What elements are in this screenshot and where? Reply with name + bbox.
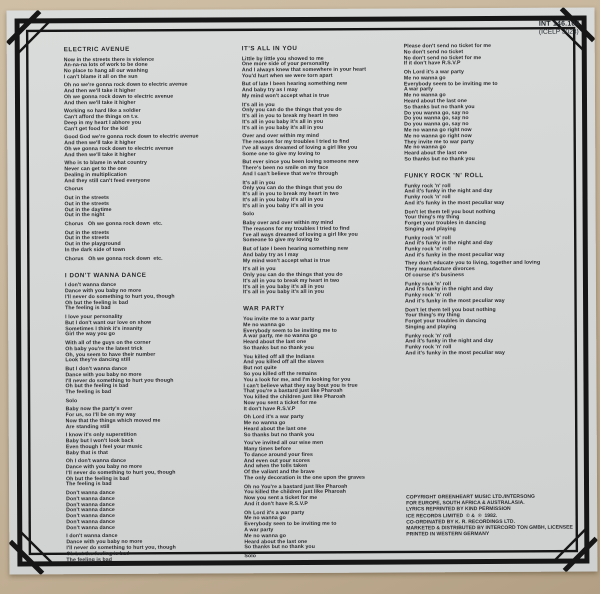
copyright-block (406, 494, 598, 558)
lyric-line: Heard about the last one (243, 425, 307, 433)
lyric-line: You killed off all the Indians (243, 353, 315, 360)
stanza (404, 43, 596, 67)
lyric-line: It's all in you baby it's all in you (242, 202, 324, 210)
lyric-line: Baby that is that (65, 449, 108, 456)
lyric-line: Solo (244, 553, 257, 560)
lyric-line: And then we'll take it higher (63, 99, 136, 107)
lyric-line: And you killed off all the slaves (243, 359, 324, 366)
lyric-line: Now that the things which moved me (65, 417, 161, 425)
lyric-line: And it don't have R.S.V.P (244, 501, 308, 508)
lyrics-column-left (64, 45, 241, 562)
lyric-line: Oh we gonna rock down to electric avenue (63, 93, 174, 101)
lyric-line: Singing and playing (405, 324, 457, 331)
stanza (65, 314, 239, 338)
lyric-line: Your thing's my thing (405, 312, 460, 319)
lyric-line: Dance with you baby no more (64, 287, 142, 295)
lyric-line: Funky rock 'n' roll (404, 280, 452, 288)
lyric-line: Funky rock 'n' roll (404, 194, 451, 201)
lyric-line: But of late I been hearing something new (242, 245, 348, 253)
lyric-line: I've all ways dreamed of loving a girl like you (242, 144, 358, 152)
lyric-line: But I don't wanna dance (65, 365, 128, 373)
lyric-line: Funky rock 'n' roll (404, 246, 451, 253)
lyric-line: They don't educate you to living, together and loving (404, 260, 541, 267)
lyric-line: Funky rock 'n' roll (404, 234, 451, 241)
lyric-line: There's been no smile on my face (242, 165, 329, 172)
lyric-line: And it's funky in the most peculiar way (405, 298, 505, 305)
lyric-line: Oh baby you're the latest trick (65, 345, 143, 352)
stanza (405, 333, 597, 357)
lyric-line: Dealing in multiplication (64, 171, 127, 179)
stanza (242, 134, 402, 158)
lyric-line: Dance with you baby no more (66, 539, 143, 546)
lyric-line: It's all in you to break my heart in two (242, 277, 340, 285)
lyric-line: And it's funky in the most peculiar way (404, 199, 505, 207)
lyric-line: You killed the children just like Pharoah (244, 489, 347, 496)
lyric-line: One more side of your personality (241, 61, 330, 68)
lyric-line: Don't wanna dance (66, 490, 115, 497)
lyric-line: Me no wanna go (403, 92, 446, 99)
stanza (64, 187, 238, 194)
lyric-line: Funky rock 'n' roll (405, 292, 452, 299)
lyric-line: Oh but the feeling is bad (65, 299, 129, 306)
lyric-line: Me no wanna go (244, 515, 286, 522)
lyric-line: Oh Lord it's a war party (244, 509, 305, 516)
lyric-line: Chorus Oh we gonna rock down etc. (64, 220, 163, 228)
lyric-line: Me no wanna go (243, 321, 285, 329)
lyric-line: Heard about the last one (243, 339, 307, 346)
lyric-line: Baby now the party's over (65, 406, 133, 413)
stanza (242, 102, 402, 132)
stanza (404, 69, 596, 163)
lyric-line: And it's funky in the night and day (404, 240, 493, 247)
lyric-line: Don't wanna dance (66, 501, 115, 508)
lyric-line: Over and over within my mind (242, 133, 320, 140)
lyric-line: But ever since you been loving someone new (242, 159, 359, 166)
stanza (64, 109, 238, 133)
lyric-line: The feeling is bad (65, 305, 111, 312)
lyric-line: Everybody seem to be inviting me to (243, 327, 337, 334)
lyric-line: And even out your scores (243, 457, 311, 464)
lyric-line: The feeling is bad (66, 556, 113, 563)
stanza (65, 221, 239, 228)
stanza (242, 160, 402, 178)
copyright-line: ICE RECORDS LIMITED © & ℗ 1982. (406, 512, 498, 520)
lyric-line: But not quite (243, 365, 277, 372)
lyric-line: Chorus Oh we gonna rock down etc. (64, 255, 163, 262)
song-title: WAR PARTY (243, 305, 285, 313)
lyric-line: For us, so I'll be on my way (65, 411, 136, 419)
stanza (405, 307, 597, 331)
lyric-line: Oh but the feeling is bad (65, 383, 129, 390)
lyric-line: Some one to give my loving to (242, 150, 321, 158)
lyric-line: I don't wanna dance (64, 282, 117, 289)
lyric-line: Now in the streets there is violence (63, 56, 155, 63)
lyric-line: The reasons for my troubles I tried to find (242, 225, 350, 233)
copyright-line: PRINTED IN WESTERN GERMANY (406, 531, 490, 538)
lyric-line: Don't wanna dance (66, 507, 115, 514)
lyric-line: The reasons for my troubles I tried to find (242, 139, 350, 146)
lyric-line: Out in the streets (64, 195, 109, 202)
stanza (405, 209, 597, 233)
stanza (64, 83, 238, 107)
lyric-line: Only you can do the things that you do (242, 185, 343, 192)
copyright-line: FOR EUROPE, SOUTH AFRICA & AUSTRALASIA. (406, 500, 525, 507)
lyric-line: So thanks but no thank you (243, 431, 315, 438)
lyric-line: Someone to give my loving to (242, 237, 320, 244)
lyric-line: The feeling is bad (65, 481, 112, 488)
lyric-line: Funky rock 'n' roll (405, 332, 452, 340)
lyric-line: Please don't send no ticket for me (403, 43, 492, 50)
lyric-line: Everybody seem to be inviting me to (403, 80, 498, 88)
lyric-line: Me no wanna go (404, 144, 447, 151)
lyric-line: No don't send no ticket (403, 48, 464, 56)
stanza (66, 398, 240, 405)
lyric-line: Heard about the last one (244, 538, 308, 545)
lyric-line: Oh no You're a bastard just like Pharoah (244, 483, 348, 490)
lyric-line: Solo (242, 211, 255, 218)
stanza (244, 484, 404, 508)
lyric-line: Dance with you baby no more (65, 371, 142, 378)
lyric-line: Me no wanna go (243, 420, 286, 427)
lyric-line: If it don't have R.S.V.P (403, 60, 461, 67)
catalog-number: INT 146.104 (538, 20, 580, 28)
lyric-line: So thanks but no thank you (404, 103, 475, 111)
copyright-line: LYRICS REPRINTED BY KIND PERMISSION (406, 506, 511, 513)
lyric-line: Never can get to the one (64, 166, 128, 173)
stanza (65, 340, 239, 364)
lyric-line: Funky rock 'n' roll (404, 182, 451, 189)
lyric-line: And then we'll take it higher (64, 140, 136, 147)
stanza (244, 415, 404, 439)
lyric-line: Can't get food for the kid (64, 125, 128, 133)
lyric-line: And it's funky in the night and day (404, 188, 493, 195)
lyric-line: It's all in you baby it's all in you (242, 196, 324, 204)
lyric-line: Now you sent a ticket for me (243, 399, 317, 407)
stanza (404, 183, 596, 207)
lyric-line: So you killed off the remains (243, 370, 317, 378)
lyric-line: Don't let them tell you bout nothing (404, 208, 496, 215)
lyrics-columns (64, 44, 590, 563)
lyric-line: The only decoration is the one upon the graves (243, 474, 366, 482)
lyric-line: Oh but the feeling is bad (66, 550, 130, 558)
stanza (242, 180, 402, 210)
lyric-line: I can't blame it all on the sun (63, 73, 138, 81)
lyric-line: Everybody seen to be inviting me to (244, 521, 337, 528)
stanza (244, 553, 404, 560)
lyric-line: And it's funky in the night and day (405, 338, 494, 345)
stanza (65, 256, 239, 263)
stanza (405, 281, 597, 305)
lyric-line: In the dark side of town (64, 246, 126, 254)
stanza (65, 366, 239, 396)
lyric-line: You invite me to a war party (243, 315, 315, 323)
stanza (65, 283, 239, 313)
lyric-line: Only you can do the things that you do (242, 107, 342, 114)
lyric-line: Sometimes I think it's insanity (65, 325, 143, 332)
lyric-line: To dance around your fires (243, 451, 313, 459)
song-title: ELECTRIC AVENUE (63, 45, 130, 54)
lyric-line: Out in the streets (64, 200, 110, 208)
lyric-line: Baby over and over within my mind (242, 219, 334, 227)
lyric-line: I don't wanna dance (66, 533, 118, 540)
stanza (66, 407, 240, 431)
stanza (65, 230, 239, 254)
stanza (243, 220, 403, 244)
lyric-line: An-na-na lots of work to be done (63, 62, 148, 69)
lyric-line: Now you sent a ticket for me (244, 495, 318, 502)
stanza (243, 212, 403, 219)
lyric-line: Oh, you seem to have their number (65, 351, 156, 358)
lyric-line: Oh I don't wanna dance (65, 458, 127, 465)
lyric-line: It's all in you baby it's all in you (242, 283, 325, 290)
lyric-line: You killed the children just like Pharoah (243, 393, 346, 401)
lyric-line: My mind won't accept what is true (242, 257, 331, 264)
lyric-line: And I can't believe that we're through (242, 170, 339, 178)
lyric-line: Solo (65, 397, 78, 404)
lyric-line: Oh Lord it's a war party (403, 69, 465, 76)
stanza (243, 316, 403, 352)
lyric-line: They manufacture divorces (404, 266, 475, 273)
catalog-sub-number: (ICELP 3023) (538, 28, 579, 36)
lyric-line: It's all in you to break my heart in two (242, 191, 339, 198)
lyric-line: So thanks but no thank you (243, 344, 314, 352)
lyric-line: And baby try as I may (242, 251, 299, 259)
song-title: I DON'T WANNA DANCE (64, 271, 147, 279)
lyric-line: Of the valiant and the brave (243, 469, 315, 476)
lyric-line: Girl the way you go (65, 331, 115, 338)
lyric-line: And then we'll take it higher (64, 151, 136, 159)
lyric-line: I've all ways dreamed of loving a girl like you (242, 231, 358, 238)
lyric-line: Many times before (243, 446, 292, 453)
stanza (244, 510, 404, 551)
lyric-line: I'll never do something to hurt you, though (65, 469, 176, 477)
stanza (243, 246, 403, 264)
lyric-line: Me no wanna go (244, 532, 287, 540)
lyric-line: Me no wanna go right now (404, 132, 472, 140)
lyric-line: Deep in my heart I abhore you (64, 119, 142, 127)
lyric-line: Don't wanna dance (66, 495, 115, 503)
lyric-line: A war party (244, 527, 274, 534)
lyric-line: Heard about the last one (404, 150, 468, 157)
lyric-line: Baby but I won't look back (65, 437, 134, 445)
lyric-sheet (7, 7, 598, 574)
lyric-line: They invite me to war party (404, 138, 474, 146)
lyric-line: It's all in you (242, 266, 276, 273)
lyric-line: The feeling is bad (65, 389, 112, 396)
lyric-line: Chorus (64, 186, 84, 193)
lyric-line: Of course it's business (404, 272, 465, 279)
lyric-line: I'll never do something to hurt you, though (66, 544, 176, 552)
lyric-line: Oh we gonna rock down to electric avenue (64, 145, 174, 153)
stanza (405, 261, 597, 279)
stanza (244, 441, 404, 482)
lyric-line: Oh no we're gonna rock down to electric avenue (63, 82, 188, 89)
lyric-line: Out in the playground (64, 241, 121, 248)
stanza (66, 534, 240, 564)
lyric-line: Do you wanna go, say no (404, 121, 469, 128)
lyric-line: It's all in you (242, 179, 276, 186)
lyrics-column-middle (242, 44, 405, 561)
lyric-line: It's all in you baby it's all in you (242, 118, 324, 126)
stanza (64, 161, 238, 185)
lyric-line: Oh Lord it's a war party (243, 414, 304, 421)
lyric-line: Dance with you baby no more (65, 463, 143, 471)
lyric-line: Out in the daytime (64, 206, 112, 213)
stanza (64, 135, 238, 159)
lyric-line: You'd hurt when we were torn apart (241, 72, 333, 80)
lyric-line: And then we'll take it higher (63, 88, 136, 95)
song-title: FUNKY ROCK 'N' ROLL (404, 172, 484, 180)
lyric-line: Singing and playing (404, 226, 456, 233)
lyric-line: So thanks but no thank you (404, 156, 475, 163)
copyright-line: MARKETED & DISTRIBUTED BY INTERCORD TON GMBH, LICENSEE (406, 524, 573, 532)
lyric-line: And it's funky in the most peculiar way (404, 251, 505, 259)
lyric-line: It don't have R.S.V.P (243, 405, 296, 413)
lyric-line: No don't send no ticket for me (403, 54, 482, 62)
lyric-line: Funky rock 'n' roll (405, 344, 452, 351)
stanza (65, 195, 239, 219)
lyric-line: Even though I feel your music (65, 443, 143, 451)
lyric-line: Me no wanna go (403, 75, 446, 82)
stanza (242, 56, 402, 80)
lyric-line: Are standing still (65, 423, 110, 430)
lyric-line: It's all in you baby it's all in you (242, 289, 325, 296)
lyric-line: Don't let them tell you bout nothing (405, 306, 496, 314)
lyric-line: You a look for me, and I'm looking for you (243, 376, 351, 384)
lyric-line: And it's funky in the night and day (404, 286, 494, 293)
lyric-line: It's all in you baby it's all in you (242, 124, 324, 132)
stanza (405, 235, 597, 259)
lyric-line: My mind won't accept what is true (241, 92, 330, 100)
stanza (242, 82, 402, 100)
stanza (66, 459, 240, 489)
lyric-line: Can't afford the things on t.v. (64, 114, 139, 121)
lyric-line: And when the tolls taken (243, 463, 308, 470)
lyric-line: And they still can't feed everyone (64, 177, 151, 185)
lyric-line: I'll never do something to hurt you though (65, 377, 174, 384)
lyric-line: Don't wanna dance (66, 524, 116, 532)
lyric-line: Don't wanna dance (66, 513, 115, 520)
stanza (66, 490, 240, 531)
lyric-line: Out in the night (64, 212, 105, 219)
lyric-line: But I don't want our love on show (65, 319, 152, 326)
lyric-line: With all of the guys on the corner (65, 339, 151, 347)
copyright-line: COPYRIGHT GREENHEART MUSIC LTD./INTERSONG (406, 493, 536, 501)
lyric-line: Good God we're gonna rock down to electric avenue (64, 133, 199, 141)
copyright-line: CO-ORDINATED BY K. R. RECORDINGS LTD. (406, 518, 516, 526)
lyric-line: Forget your troubles in dancing (405, 318, 487, 325)
lyric-line: And I always knew that somewhere in your heart (241, 66, 367, 74)
lyric-line: You've invited all our wise men (243, 440, 324, 447)
lyric-line: And baby try as I may (241, 87, 298, 94)
catalog-number-block (539, 21, 580, 37)
lyric-line: Heard about the last one (403, 98, 467, 105)
stanza (64, 57, 238, 81)
lyric-line: Do you wanna go, say no (404, 115, 469, 122)
lyric-line: Me no wanna go right now (404, 127, 472, 134)
lyric-line: Who is to blame in what country (64, 160, 148, 167)
lyrics-column-right (404, 43, 599, 560)
lyric-line: I know it's only superstition (65, 432, 137, 439)
lyric-line: Oh but the feeling is bad (65, 475, 130, 482)
stanza (243, 354, 403, 413)
lyric-line: Out in the streets (64, 235, 110, 242)
lyric-line: But of late I been hearing something new (241, 81, 348, 88)
lyric-line: And it's funky in the most peculiar way (405, 349, 506, 357)
lyric-line: So thanks but no thank you (244, 544, 315, 551)
song-title: IT'S ALL IN YOU (241, 45, 298, 53)
lyric-line: Out in the streets (64, 229, 110, 236)
lyric-line: That you're a bastard just like Pharoah (243, 388, 343, 395)
stanza (243, 267, 403, 297)
lyric-line: It's all in you to break my heart in two (242, 113, 339, 120)
lyric-line: Only you can do the things that you do (242, 271, 343, 279)
lyric-line: I'll never do something to hurt you, though (65, 293, 175, 301)
lyric-line: No place to hang all our washing (63, 67, 149, 75)
lyric-line: I can't believe what they say bout you is true (243, 382, 358, 389)
lyric-line: A war party (403, 86, 434, 93)
lyric-line: Working so hard like a soldier (64, 108, 141, 115)
lyric-line: Little by little you showed to me (241, 55, 324, 62)
lyric-line: It's all in you (242, 101, 275, 108)
lyric-line: Your thing's my thing (404, 214, 460, 221)
lyric-line: Do you wanna go, say no (404, 109, 469, 117)
lyric-line: Look they're dancing still (65, 357, 131, 364)
lyric-line: I love your personality (65, 313, 123, 321)
stanza (66, 433, 240, 457)
lyric-line: A war party, me no wanna go (243, 333, 318, 340)
lyric-line: Forget your troubles in dancing (404, 220, 486, 227)
lyric-line: Don't wanna dance (66, 519, 115, 526)
